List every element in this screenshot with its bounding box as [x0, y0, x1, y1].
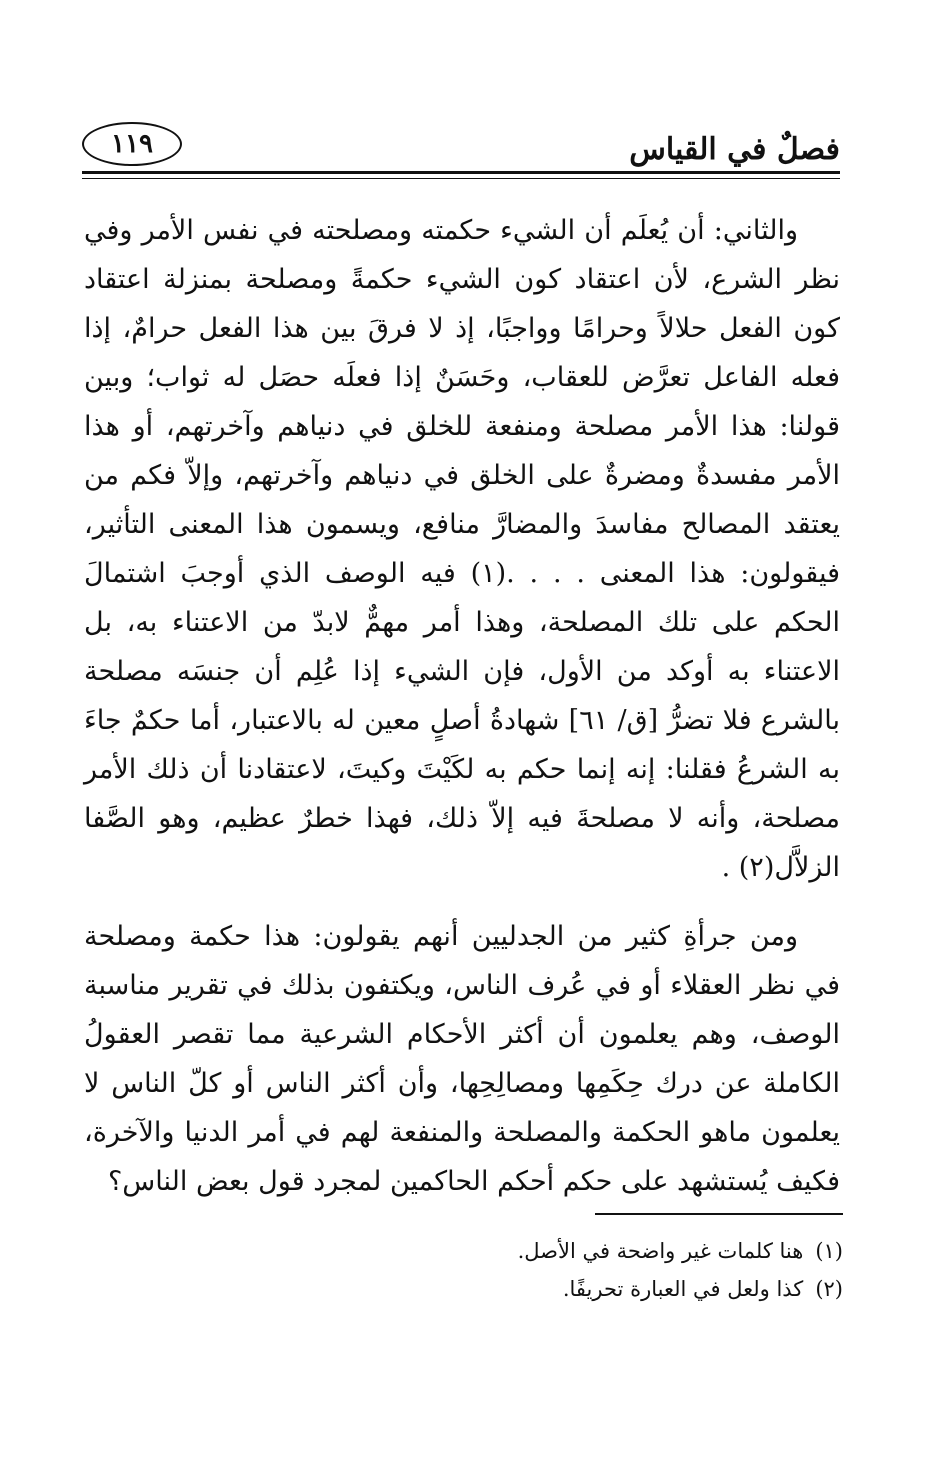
main-text — [84, 206, 840, 1206]
footnote-number: (٢) — [815, 1277, 843, 1301]
footnote-text: هنا كلمات غير واضحة في الأصل. — [517, 1239, 804, 1263]
footnotes — [83, 1232, 843, 1308]
page-number: ١١٩ — [82, 122, 182, 166]
footnote-1 — [83, 1232, 843, 1270]
header-rule-thick — [82, 171, 840, 174]
footnote-2 — [83, 1270, 843, 1308]
paragraph-2: ومن جرأةِ كثير من الجدليين أنهم يقولون: هذا حكمة ومصلحة في نظر العقلاء أو في عُرف الناس، ويكتفون بذلك في تقرير مناسبة الوصف، وهم يعلمون أن أكثر الأحكام الشرعية مما تقصر العقولُ الكاملة عن درك حِكَمِها ومصالِحِها، وأن أكثر الناس أو كلّ الناس لا يعلمون ماهو الحكمة والمصلحة والمنفعة لهم في أمر الدنيا والآخرة، فكيف يُستشهد على حكم أحكم الحاكمين لمجرد قول بعض الناس؟ — [84, 921, 840, 1197]
running-title: فصلٌ في القياس — [629, 132, 840, 167]
footnote-separator — [595, 1213, 843, 1215]
header-rule-thin — [82, 178, 840, 179]
footnote-number: (١) — [815, 1239, 843, 1263]
footnote-text: كذا ولعل في العبارة تحريفًا. — [562, 1277, 804, 1301]
page-header — [82, 118, 840, 174]
paragraph-1: والثاني: أن يُعلَم أن الشيء حكمته ومصلحته في نفس الأمر وفي نظر الشرع، لأن اعتقاد كون الشيء حكمةً ومصلحة بمنزلة اعتقاد كون الفعل حلالاً وحرامًا وواجبًا، إذ لا فرقَ بين هذا الفعل حرامٌ، إذا فعله الفاعل تعرَّض للعقاب، وحَسَنٌ إذا فعلَه حصَل له ثواب؛ وبين قولنا: هذا الأمر مصلحة ومنفعة للخلق في دنياهم وآخرتهم، أو هذا الأمر مفسدةٌ ومضرةٌ على الخلق في دنياهم وآخرتهم، وإلاّ فكم من يعتقد المصالح مفاسدَ والمضارَّ منافع، ويسمون هذا المعنى التأثير، فيقولون: هذا المعنى . . . .(١) فيه الوصف الذي أوجبَ اشتمالَ الحكم على تلك المصلحة، وهذا أمر مهمٌّ لابدّ من الاعتناء به، بل الاعتناء به أوكد من الأول، فإن الشيء إذا عُلِم أن جنسَه مصلحة بالشرع فلا تضرُّ [ق/ ٦١] شهادةُ أصلٍ معين له بالاعتبار، أما حكمٌ جاءَ به الشرعُ فقلنا: إنه إنما حكم به لكَيْتَ وكيتَ، لاعتقادنا أن ذلك الأمر مصلحة، وأنه لا مصلحةَ فيه إلاّ ذلك، فهذا خطرٌ عظيم، وهو الصَّفا الزلاَّل(٢) . — [84, 215, 840, 883]
